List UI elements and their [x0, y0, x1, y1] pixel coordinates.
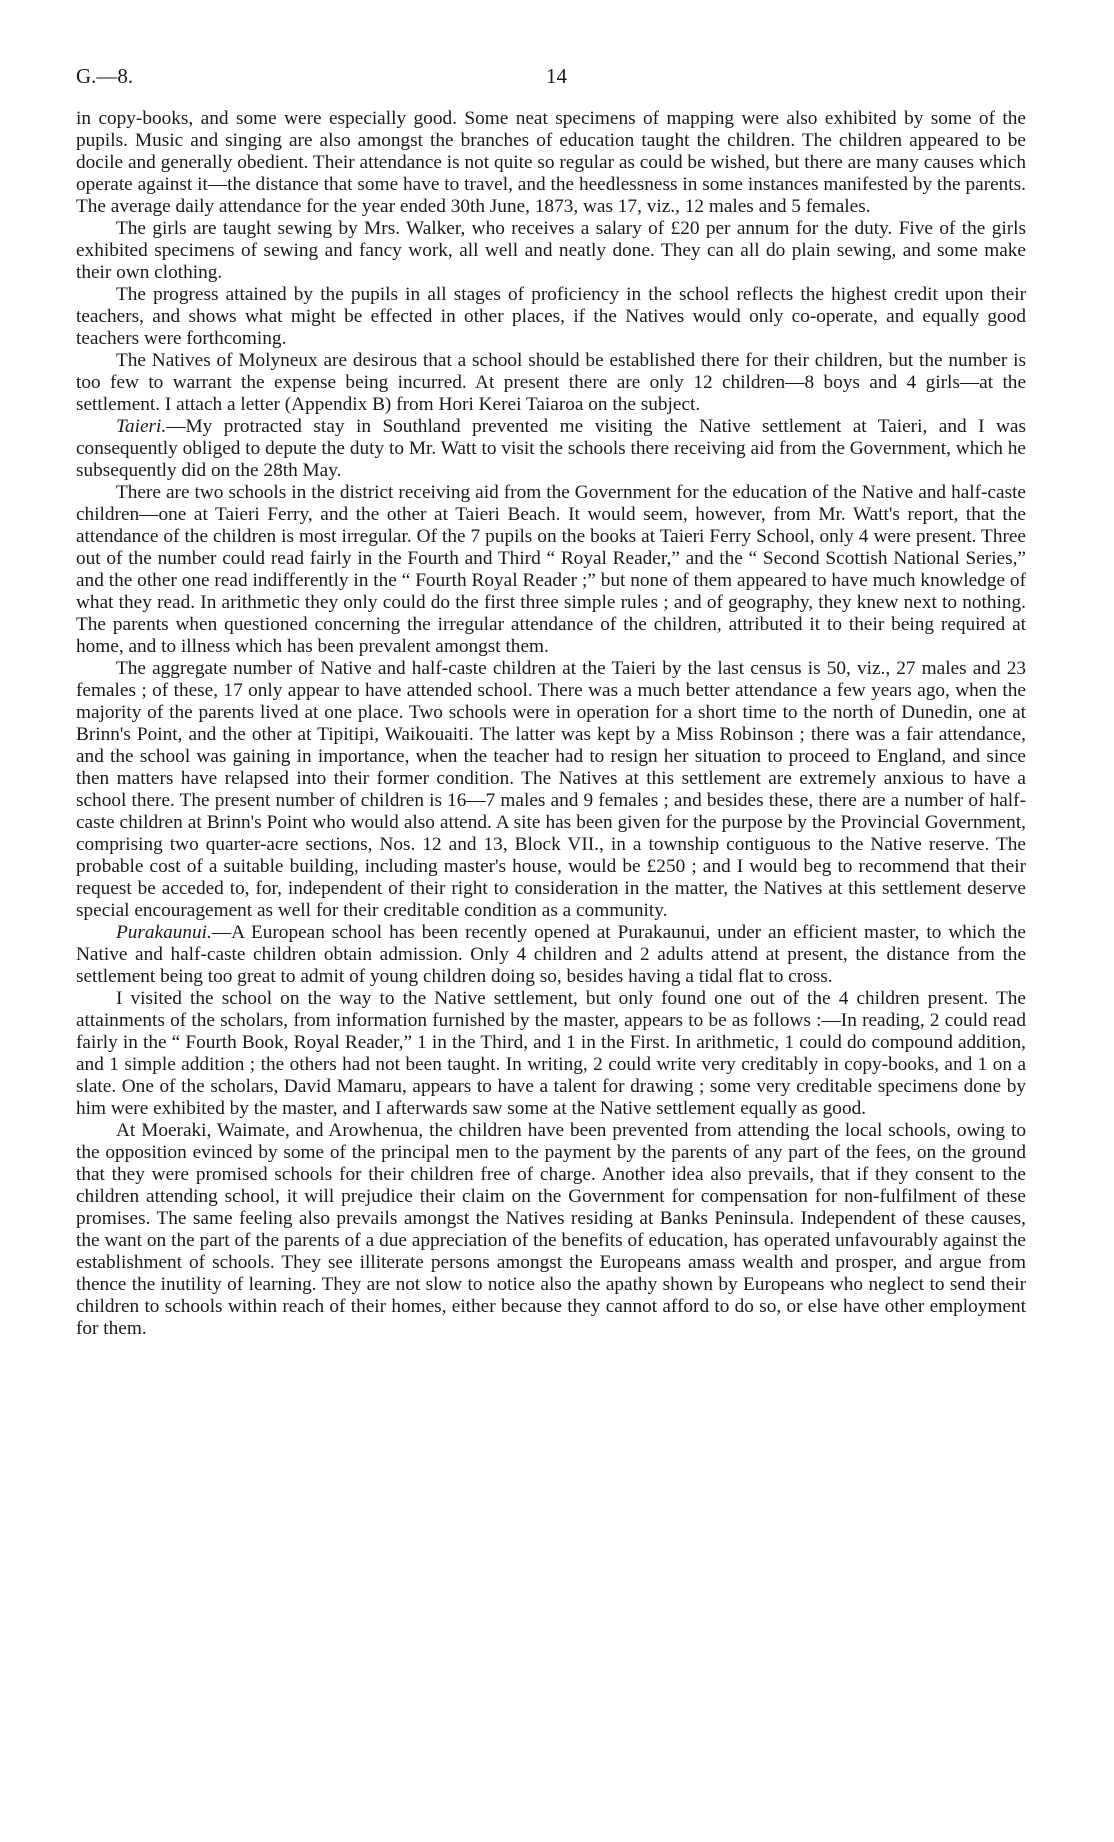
place-heading-purakaunui: Purakaunui.: [116, 922, 212, 943]
paragraph-purakaunui-text: —A European school has been recently opened at Purakaunui, under an efficient master, to which the Native and half-caste children obtain admission. Only 4 children and 2 adults attend at present, the distance from the settlement being too great to admit of young children doing so, besides having a tidal flat to cross.: [76, 922, 1026, 987]
document-page: [76, 58, 1026, 1339]
document-reference: G.—8.: [76, 64, 134, 88]
place-heading-taieri: Taieri.: [116, 416, 167, 437]
page-header: [76, 58, 1026, 98]
paragraph-moeraki: At Moeraki, Waimate, and Arowhenua, the children have been prevented from attending the local schools, owing to the opposition evinced by some of the principal men to the payment by the parents of any part of the fees, on the ground that they were promised schools for their children free of charge. Another idea also prevails, that if they consent to the children attending school, it will prejudice their claim on the Government for compensation for non-fulfilment of these promises. The same feeling also prevails amongst the Natives residing at Banks Peninsula. Independent of these causes, the want on the part of the parents of a due appreciation of the benefits of education, has operated unfavourably against the establishment of schools. They see illiterate persons amongst the Europeans amass wealth and prosper, and argue from thence the inutility of learning. They are not slow to notice also the apathy shown by Europeans who neglect to send their children to schools within reach of their homes, either because they cannot afford to do so, or else have other employment for them.: [76, 1120, 1026, 1339]
paragraph-progress: The progress attained by the pupils in all stages of proficiency in the school reflects the highest credit upon their teachers, and shows what might be effected in other places, if the Natives would only co-operate, and equally good teachers were forthcoming.: [76, 284, 1026, 349]
paragraph-sewing: The girls are taught sewing by Mrs. Walker, who receives a salary of £20 per annum for the duty. Five of the girls exhibited specimens of sewing and fancy work, all well and neatly done. They can all do plain sewing, and some make their own clothing.: [76, 218, 1026, 283]
paragraph-molyneux: The Natives of Molyneux are desirous that a school should be established there for their children, but the number is too few to warrant the expense being incurred. At present there are only 12 children—8 boys and 4 girls—at the settlement. I attach a letter (Appendix B) from Hori Kerei Taiaroa on the subject.: [76, 350, 1026, 415]
paragraph-taieri-text: —My protracted stay in Southland prevented me visiting the Native settlement at Taieri, and I was consequently obliged to depute the duty to Mr. Watt to visit the schools there receiving aid from the Government, which he subsequently did on the 28th May.: [76, 416, 1026, 481]
page-number: 14: [546, 64, 567, 88]
paragraph-continuation: in copy-books, and some were especially good. Some neat specimens of mapping were also exhibited by some of the pupils. Music and singing are also amongst the branches of education taught the children. The children appeared to be docile and generally obedient. Their attendance is not quite so regular as could be wished, but there are many causes which operate against it—the distance that some have to travel, and the heedlessness in some instances manifested by the parents. The average daily attendance for the year ended 30th June, 1873, was 17, viz., 12 males and 5 females.: [76, 108, 1026, 217]
paragraph-taieri-census: The aggregate number of Native and half-caste children at the Taieri by the last census is 50, viz., 27 males and 23 females ; of these, 17 only appear to have attended school. There was a much better attendance a few years ago, when the majority of the parents lived at one place. Two schools were in operation for a short time to the north of Dunedin, one at Brinn's Point, and the other at Tipitipi, Waikouaiti. The latter was kept by a Miss Robinson ; there was a fair attendance, and the school was gaining in importance, when the teacher had to resign her situation to proceed to England, and since then matters have relapsed into their former condition. The Natives at this settlement are extremely anxious to have a school there. The present number of children is 16—7 males and 9 females ; and besides these, there are a number of half-caste children at Brinn's Point who would also attend. A site has been given for the purpose by the Provincial Government, comprising two quarter-acre sections, Nos. 12 and 13, Block VII., in a township contiguous to the Native reserve. The probable cost of a suitable building, including master's house, would be £250 ; and I would beg to recommend that their request be acceded to, for, independent of their right to consideration in the matter, the Natives at this settlement deserve special encouragement as well for their creditable condition as a community.: [76, 658, 1026, 921]
document-body: [76, 108, 1026, 1340]
paragraph-taieri-schools: There are two schools in the district receiving aid from the Government for the education of the Native and half-caste children—one at Taieri Ferry, and the other at Taieri Beach. It would seem, however, from Mr. Watt's report, that the attendance of the children is most irregular. Of the 7 pupils on the books at Taieri Ferry School, only 4 were present. Three out of the number could read fairly in the Fourth and Third “ Royal Reader,” and the “ Second Scottish National Series,” and the other one read indifferently in the “ Fourth Royal Reader ;” but none of them appeared to have much knowledge of what they read. In arithmetic they only could do the first three simple rules ; and of geography, they knew next to nothing. The parents when questioned concerning the irregular attendance of the children, attributed it to their being required at home, and to illness which has been prevalent amongst them.: [76, 482, 1026, 657]
paragraph-purakaunui: [76, 922, 1026, 988]
paragraph-school-visit: I visited the school on the way to the Native settlement, but only found one out of the 4 children present. The attainments of the scholars, from information furnished by the master, appears to be as follows :—In reading, 2 could read fairly in the “ Fourth Book, Royal Reader,” 1 in the Third, and 1 in the First. In arithmetic, 1 could do compound addition, and 1 simple addition ; the others had not been taught. In writing, 2 could write very creditably in copy-books, and 1 on a slate. One of the scholars, David Mamaru, appears to have a talent for drawing ; some very creditable specimens done by him were exhibited by the master, and I afterwards saw some at the Native settlement equally as good.: [76, 988, 1026, 1119]
paragraph-taieri: [76, 416, 1026, 482]
